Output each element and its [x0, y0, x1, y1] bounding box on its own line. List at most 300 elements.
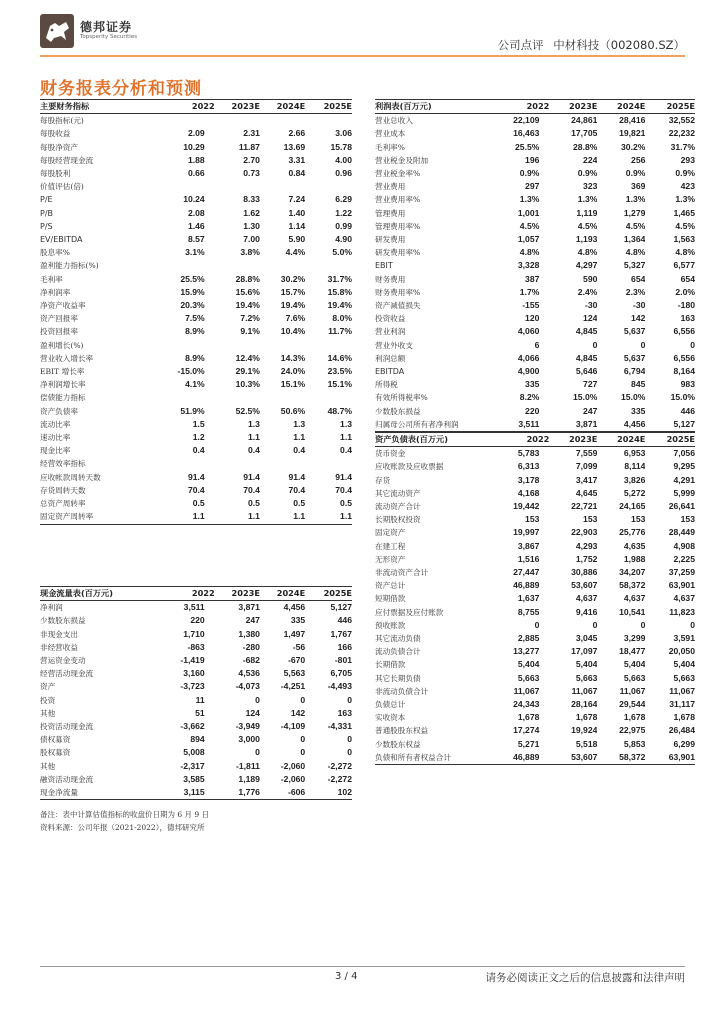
table-row: [375, 339, 695, 352]
cell-value: 9,295: [673, 461, 695, 472]
year-header: 2024E: [276, 588, 306, 598]
cell-value: 22,975: [619, 725, 646, 736]
cell-value: 0.9%: [519, 168, 540, 179]
cell-value: -670: [287, 655, 306, 666]
cell-value: 30.2%: [621, 141, 646, 152]
row-label: 投资回报率: [40, 327, 78, 337]
cell-value: 15.9%: [180, 286, 205, 297]
cell-value: 15.6%: [235, 286, 260, 297]
cell-value: 19,997: [513, 527, 540, 538]
row-label: 资产减值损失: [375, 301, 421, 311]
cell-value: 15.0%: [621, 392, 646, 403]
cell-value: 1.1: [293, 432, 306, 443]
cell-value: 0.9%: [675, 168, 695, 179]
cell-value: 32,552: [668, 115, 695, 126]
cell-value: 91.4: [335, 471, 352, 482]
cell-value: 3,867: [517, 540, 540, 551]
table-row: [375, 460, 695, 473]
row-label: 盈利增长(%): [40, 340, 84, 350]
cell-value: [260, 259, 305, 272]
remark-note: 备注：表中计算估值指标的收盘价日期为 6 月 9 日: [40, 810, 210, 819]
cell-value: 3.1%: [185, 247, 205, 258]
cell-value: 70.4: [187, 484, 205, 495]
table-row: [40, 325, 352, 338]
cell-value: 4,845: [575, 326, 598, 337]
cell-value: 0.4: [247, 445, 260, 456]
table-row: [40, 339, 352, 352]
row-label: 其它流动资产: [375, 488, 421, 498]
cell-value: 7.00: [243, 234, 260, 245]
cell-value: -2,272: [327, 760, 352, 771]
cell-value: 29,544: [619, 699, 646, 710]
table-row: [375, 751, 695, 765]
cell-value: 1,364: [623, 234, 646, 245]
cell-value: 153: [631, 514, 646, 525]
cell-value: 26,484: [668, 725, 695, 736]
cell-value: 48.7%: [327, 405, 352, 416]
row-label: 毛利率: [40, 274, 63, 284]
cell-value: 5,637: [623, 326, 646, 337]
cell-value: 983: [680, 379, 695, 390]
table-row: [375, 738, 695, 751]
table-row: [40, 114, 352, 128]
year-header: 2024E: [617, 434, 646, 444]
brand-name-en: Topsperity Securities: [80, 34, 138, 40]
table-row: [40, 312, 352, 325]
cell-value: 2.3%: [625, 286, 646, 297]
cell-value: 1.1: [293, 511, 306, 522]
cell-value: 8.57: [187, 234, 205, 245]
cell-value: 3,871: [238, 602, 260, 613]
cell-value: 0.4: [293, 445, 306, 456]
cell-value: 1,516: [517, 553, 540, 564]
cell-value: -4,073: [235, 681, 260, 692]
row-label: 研发费用率%: [375, 248, 421, 258]
cell-value: 52.5%: [235, 405, 260, 416]
table-row: [375, 632, 695, 645]
table-row: [40, 352, 352, 365]
cell-value: 1,497: [283, 628, 306, 639]
cell-value: 26,641: [668, 501, 695, 512]
table-row: [375, 553, 695, 566]
cell-value: 5,518: [575, 738, 598, 749]
row-label: 营业费用: [375, 182, 406, 192]
cell-value: 28,416: [619, 115, 646, 126]
cell-value: 142: [631, 313, 646, 324]
row-label: 营业收入增长率: [40, 353, 94, 363]
cell-value: 446: [337, 615, 352, 626]
table-row: [40, 286, 352, 299]
cell-value: 3.06: [335, 128, 352, 139]
cell-value: 256: [631, 154, 646, 165]
cell-value: -863: [187, 641, 205, 652]
table-row: [40, 720, 352, 733]
table-row: [40, 299, 352, 312]
table-row: [375, 619, 695, 632]
row-label: 流动负债合计: [375, 647, 421, 657]
table-row: [40, 391, 352, 404]
table-row: [40, 457, 352, 470]
cell-value: 24,861: [571, 115, 598, 126]
company-name: 中材科技（002080.SZ）: [553, 38, 685, 52]
row-label: 其它长期负债: [375, 673, 421, 683]
cell-value: 15.78: [330, 141, 352, 152]
cell-value: 120: [525, 313, 540, 324]
cell-value: 3,871: [575, 418, 598, 429]
cell-value: 6,577: [673, 260, 695, 271]
cell-value: 0: [300, 747, 306, 758]
cell-value: 1.22: [335, 207, 352, 218]
report-type: 公司点评: [497, 38, 544, 52]
cell-value: 0.5: [192, 498, 205, 509]
row-label: 归属母公司所有者净利润: [375, 419, 459, 429]
table-header-row: [375, 433, 695, 447]
cell-value: 1.3%: [675, 194, 695, 205]
row-label: 每股股利: [40, 169, 71, 179]
table-row: [375, 325, 695, 338]
cell-value: [165, 457, 215, 470]
cell-value: 5,127: [330, 602, 352, 613]
row-label: 股息率%: [40, 248, 70, 258]
cell-value: 1.1: [340, 432, 352, 443]
table-row: [375, 447, 695, 461]
cell-value: 5,663: [575, 672, 598, 683]
table-row: [375, 259, 695, 272]
row-label: 营业外收支: [375, 340, 413, 350]
row-label: 长期股权投资: [375, 515, 421, 525]
row-label: 营业总收入: [375, 116, 413, 126]
cell-value: 27,447: [513, 567, 540, 578]
cell-value: 0: [690, 619, 695, 630]
row-label: 资产总计: [375, 581, 406, 591]
cell-value: 153: [583, 514, 598, 525]
row-label: 资产回报率: [40, 314, 78, 324]
cell-value: 11,067: [571, 685, 598, 696]
table-row: [40, 154, 352, 167]
row-label: 资产负债率: [40, 406, 78, 416]
cell-value: 0.96: [335, 168, 352, 179]
cell-value: [305, 391, 352, 404]
cell-value: -1,811: [236, 760, 260, 771]
cell-value: -1,419: [180, 655, 205, 666]
row-label: 净资产收益率: [40, 301, 86, 311]
table-row: [40, 378, 352, 391]
cell-value: 31.7%: [327, 273, 352, 284]
cell-value: 1,678: [575, 712, 598, 723]
cell-value: 293: [680, 154, 695, 165]
cell-value: 0: [347, 734, 352, 745]
cell-value: -801: [334, 655, 352, 666]
cell-value: 4,297: [575, 260, 598, 271]
table-title: 利润表(百万元): [375, 101, 432, 111]
cell-value: 4.5%: [577, 220, 598, 231]
cell-value: 28,449: [668, 527, 695, 538]
table-row: [40, 127, 352, 140]
table-row: [40, 601, 352, 615]
cell-value: 1.7%: [519, 286, 540, 297]
table-row: [375, 513, 695, 526]
row-label: EBITDA: [375, 367, 405, 377]
cell-value: 0.4: [340, 445, 352, 456]
row-label: 财务费用率%: [375, 287, 421, 297]
table-row: [375, 487, 695, 500]
cell-value: 6,794: [623, 366, 646, 377]
cell-value: 196: [525, 154, 540, 165]
cell-value: 0: [592, 339, 598, 350]
cell-value: 4.5%: [519, 220, 540, 231]
cell-value: 4,060: [517, 326, 540, 337]
cell-value: -4,493: [327, 681, 352, 692]
cell-value: 5,404: [517, 659, 540, 670]
cell-value: 5,646: [575, 366, 598, 377]
cell-value: 0: [592, 619, 598, 630]
cell-value: 3,826: [623, 474, 646, 485]
table-row: [375, 154, 695, 167]
year-header: 2025E: [666, 101, 695, 111]
cell-value: 1,752: [575, 553, 598, 564]
header-divider: [40, 55, 685, 57]
cell-value: 8.0%: [332, 313, 352, 324]
cell-value: 0: [347, 694, 352, 705]
cell-value: 0: [640, 619, 646, 630]
balance-sheet-table: [375, 432, 695, 765]
cell-value: 590: [583, 273, 598, 284]
cell-value: 13,277: [513, 646, 540, 657]
cell-value: 5,853: [623, 738, 646, 749]
table-row: [40, 365, 352, 378]
cell-value: 10.4%: [280, 326, 306, 337]
table-row: [40, 733, 352, 746]
cell-value: 4,637: [673, 593, 695, 604]
cell-value: 8.2%: [519, 392, 540, 403]
cell-value: 124: [583, 313, 598, 324]
table-row: [40, 220, 352, 233]
cell-value: 7,099: [575, 461, 598, 472]
cell-value: 19,442: [513, 501, 540, 512]
row-label: 流动资产合计: [375, 502, 421, 512]
cell-value: [165, 114, 215, 128]
cell-value: 0: [347, 747, 352, 758]
cell-value: 4.1%: [185, 379, 205, 390]
legal-disclaimer: 请务必阅读正文之后的信息披露和法律声明: [485, 972, 685, 984]
cell-value: 7.6%: [285, 313, 306, 324]
cell-value: 5,663: [673, 672, 695, 683]
year-header: 2024E: [276, 101, 306, 111]
cell-value: 12.4%: [235, 352, 260, 363]
cell-value: 166: [337, 641, 352, 652]
cell-value: 19.4%: [327, 300, 352, 311]
year-header: 2023E: [569, 101, 598, 111]
cell-value: 5,008: [183, 747, 205, 758]
table-row: [375, 592, 695, 605]
cell-value: -2,060: [280, 773, 306, 784]
row-label: 研发费用: [375, 235, 406, 245]
table-title: 主要财务指标: [40, 101, 90, 111]
table-row: [40, 431, 352, 444]
cell-value: 4.8%: [625, 247, 646, 258]
row-label: 债权募资: [40, 735, 71, 745]
row-label: 少数股东损益: [375, 406, 421, 416]
cell-value: 14.6%: [327, 352, 352, 363]
year-header: 2022: [526, 434, 550, 444]
cell-value: 5,404: [673, 659, 695, 670]
cell-value: 5,327: [623, 260, 646, 271]
table-title: 现金流量表(百万元): [40, 588, 113, 598]
cell-value: 2.08: [187, 207, 205, 218]
cell-value: -606: [287, 787, 306, 798]
table-row: [40, 246, 352, 259]
row-label: P/S: [40, 221, 53, 231]
row-label: 固定资产: [375, 528, 406, 538]
cell-value: [165, 180, 215, 193]
cell-value: 19.4%: [235, 300, 260, 311]
row-label: 融资活动现金流: [40, 774, 94, 784]
cell-value: 1.40: [288, 207, 306, 218]
table-row: [375, 685, 695, 698]
cell-value: 727: [583, 379, 598, 390]
cell-value: -155: [522, 300, 540, 311]
cell-value: 297: [525, 181, 540, 192]
table-row: [375, 711, 695, 724]
cell-value: 22,232: [668, 128, 695, 139]
cell-value: 5,271: [517, 738, 540, 749]
cell-value: 1.3%: [577, 194, 598, 205]
table-row: [375, 658, 695, 671]
table-row: [375, 299, 695, 312]
table-row: [40, 141, 352, 154]
table-row: [375, 114, 695, 128]
cell-value: 3,115: [183, 787, 205, 798]
row-label: 股权募资: [40, 748, 71, 758]
cell-value: 654: [631, 273, 646, 284]
cell-value: 1,988: [623, 553, 646, 564]
cell-value: 3,591: [673, 633, 695, 644]
cell-value: 8,114: [624, 461, 646, 472]
row-label: 非现金支出: [40, 629, 78, 639]
cell-value: 10.24: [183, 194, 205, 205]
row-label: 负债和所有者权益合计: [375, 752, 451, 762]
cell-value: 51: [195, 707, 205, 718]
cell-value: 1,678: [673, 712, 695, 723]
row-label: 有效所得税率%: [375, 393, 428, 403]
source-note: 资料来源：公司年报（2021-2022），德邦研究所: [40, 822, 205, 832]
cell-value: 4,536: [238, 668, 260, 679]
cell-value: 1.1: [340, 511, 352, 522]
cell-value: 0.5: [293, 498, 306, 509]
cell-value: 46,889: [513, 751, 540, 762]
cell-value: 387: [525, 273, 540, 284]
cell-value: 2,225: [673, 553, 695, 564]
row-label: 少数股东损益: [40, 616, 86, 626]
row-label: 存货: [375, 475, 391, 485]
cell-value: 323: [583, 181, 598, 192]
cell-value: 0.73: [243, 168, 260, 179]
cell-value: 8.9%: [185, 326, 205, 337]
row-label: 应收帐款周转天数: [40, 472, 101, 482]
cell-value: 9.1%: [240, 326, 260, 337]
cell-value: 3,160: [183, 668, 205, 679]
cell-value: 70.4: [335, 484, 352, 495]
cell-value: 5,663: [517, 672, 540, 683]
year-header: 2022: [191, 101, 215, 111]
cell-value: 4.8%: [675, 247, 695, 258]
table-row: [375, 526, 695, 539]
brand-name: 德邦证券: [80, 20, 133, 34]
table-row: [375, 365, 695, 378]
cell-value: 4,908: [673, 540, 695, 551]
row-label: 净利润: [40, 603, 63, 613]
table-row: [375, 273, 695, 286]
cell-value: 4,635: [623, 540, 646, 551]
row-label: 净利润增长率: [40, 380, 86, 390]
row-label: 营业税金及附加: [375, 155, 429, 165]
row-label: 非流动负债合计: [375, 686, 429, 696]
cell-value: 1.88: [187, 154, 205, 165]
cell-value: 58,372: [619, 751, 646, 762]
cell-value: 5,999: [673, 487, 695, 498]
year-header: 2022: [526, 101, 550, 111]
row-label: 每股净资产: [40, 142, 78, 152]
cell-value: 1.2: [192, 432, 205, 443]
cell-value: 894: [190, 734, 205, 745]
cell-value: 30.2%: [280, 273, 306, 284]
cell-value: 91.4: [187, 471, 205, 482]
row-label: 应付票据及应付账款: [375, 607, 444, 617]
row-label: 实收资本: [375, 713, 406, 723]
cell-value: 28.8%: [235, 273, 260, 284]
cell-value: 153: [525, 514, 540, 525]
cell-value: 4,066: [517, 352, 540, 363]
cell-value: 51.9%: [180, 405, 205, 416]
indicators-table: [40, 99, 352, 525]
cell-value: 3,417: [575, 474, 598, 485]
cell-value: 2.66: [288, 128, 306, 139]
footer-divider: [40, 966, 685, 967]
cell-value: 15.7%: [280, 286, 306, 297]
table-row: [375, 672, 695, 685]
cell-value: 24,165: [619, 501, 646, 512]
cell-value: 8.33: [243, 194, 260, 205]
cell-value: 22,721: [571, 501, 598, 512]
table-row: [40, 193, 352, 206]
cell-value: 3.31: [288, 154, 306, 165]
table-row: [375, 220, 695, 233]
cell-value: 10,541: [619, 606, 646, 617]
table-row: [375, 167, 695, 180]
row-label: 盈利能力指标(%): [40, 261, 99, 271]
table-row: [40, 418, 352, 431]
row-label: 资产: [40, 682, 56, 692]
cell-value: 10.3%: [235, 379, 260, 390]
row-label: 非流动资产合计: [375, 568, 429, 578]
cell-value: 20,050: [668, 646, 695, 657]
cell-value: 91.4: [243, 471, 260, 482]
table-row: [40, 471, 352, 484]
row-label: 投资: [40, 695, 56, 705]
cell-value: -682: [242, 655, 260, 666]
table-row: [375, 193, 695, 206]
table-row: [375, 566, 695, 579]
cell-value: 91.4: [288, 471, 306, 482]
cell-value: 2.09: [187, 128, 205, 139]
cell-value: 4.5%: [675, 220, 695, 231]
cell-value: 1,193: [575, 234, 598, 245]
table-row: [40, 760, 352, 773]
cell-value: 70.4: [243, 484, 260, 495]
cell-value: 19,924: [571, 725, 598, 736]
table-row: [375, 352, 695, 365]
cell-value: 654: [680, 273, 695, 284]
